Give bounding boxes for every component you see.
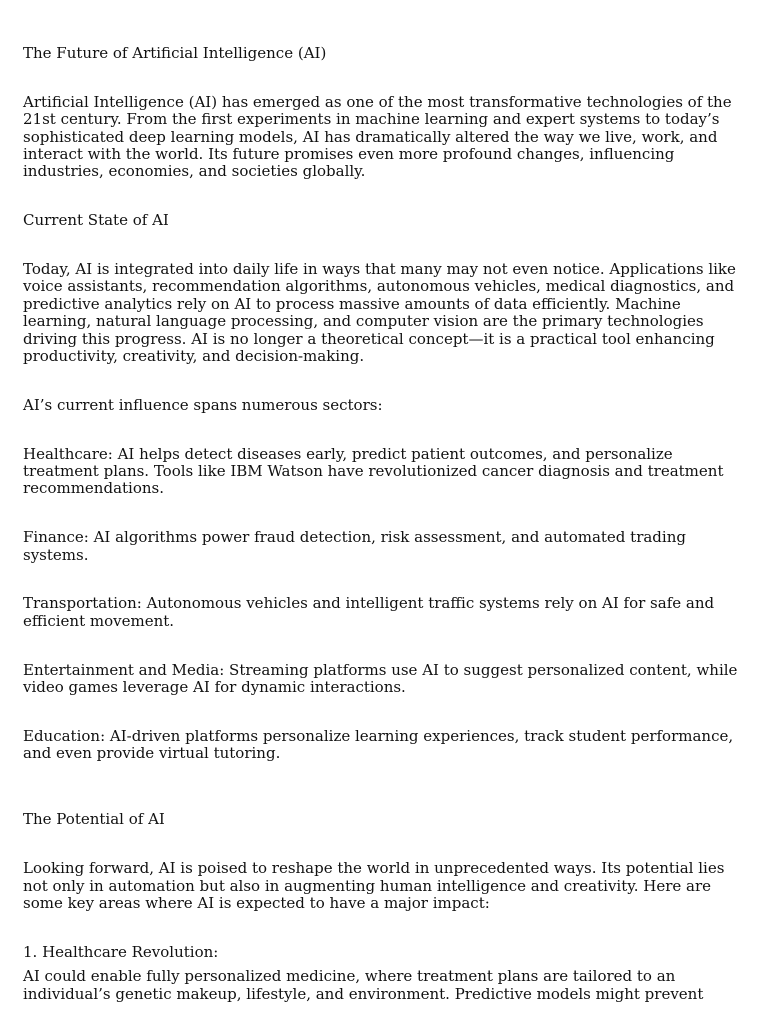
intro-paragraph: Artificial Intelligence (AI) has emerged as one of the most transformative technologies of the 21st century. From the first experiments in machine learning and expert systems to today’s sophisticated deep learning models, AI has dramatically altered the way we live, work, and interact with the world. Its future promises even more profound changes, influencing industries, economies, and societies globally.: [23, 92, 732, 181]
sector-healthcare: Healthcare: AI helps detect diseases early, predict patient outcomes, and personalize treatment plans. Tools like IBM Watson have revolutionized cancer diagnosis and treatment recommendations.: [23, 444, 724, 498]
sector-education: Education: AI-driven platforms personalize learning experiences, track student performance, and even provide virtual tutoring.: [23, 726, 734, 763]
potential-paragraph: Looking forward, AI is poised to reshape the world in unprecedented ways. Its potential lies not only in automation but also in augmenting human intelligence and creativity. Here are some key areas where AI is expected to have a major impact:: [23, 859, 725, 913]
subheading-healthcare-revolution: 1. Healthcare Revolution:: [23, 942, 219, 961]
sector-finance: Finance: AI algorithms power fraud detection, risk assessment, and automated trading systems.: [23, 528, 686, 564]
section-heading-potential: The Potential of AI: [23, 810, 165, 829]
healthcare-revolution-paragraph: AI could enable fully personalized medicine, where treatment plans are tailored to an individual’s genetic makeup, lifestyle, and environment. Predictive models might prevent: [23, 967, 704, 1003]
sectors-intro: AI’s current influence spans numerous sectors:: [23, 395, 383, 414]
sector-transportation: Transportation: Autonomous vehicles and intelligent traffic systems rely on AI for safe and efficient movement.: [23, 594, 715, 630]
document-title: The Future of Artificial Intelligence (AI): [23, 44, 327, 62]
sector-entertainment: Entertainment and Media: Streaming platforms use AI to suggest personalized content, while video games leverage AI for dynamic interactions.: [23, 660, 738, 697]
section-heading-current-state: Current State of AI: [23, 211, 169, 230]
current-state-paragraph: Today, AI is integrated into daily life in ways that many may not even notice. Applications like voice assistants, recommendation algorithms, autonomous vehicles, medical diagnostics, and predictive analytics rely on AI to process massive amounts of data efficiently. Machine learning, natural language processing, and computer vision are the primary technologies driving this progress. AI is no longer a theoretical concept—it is a practical tool enhancing productivity, creativity, and decision-making.: [23, 260, 736, 366]
